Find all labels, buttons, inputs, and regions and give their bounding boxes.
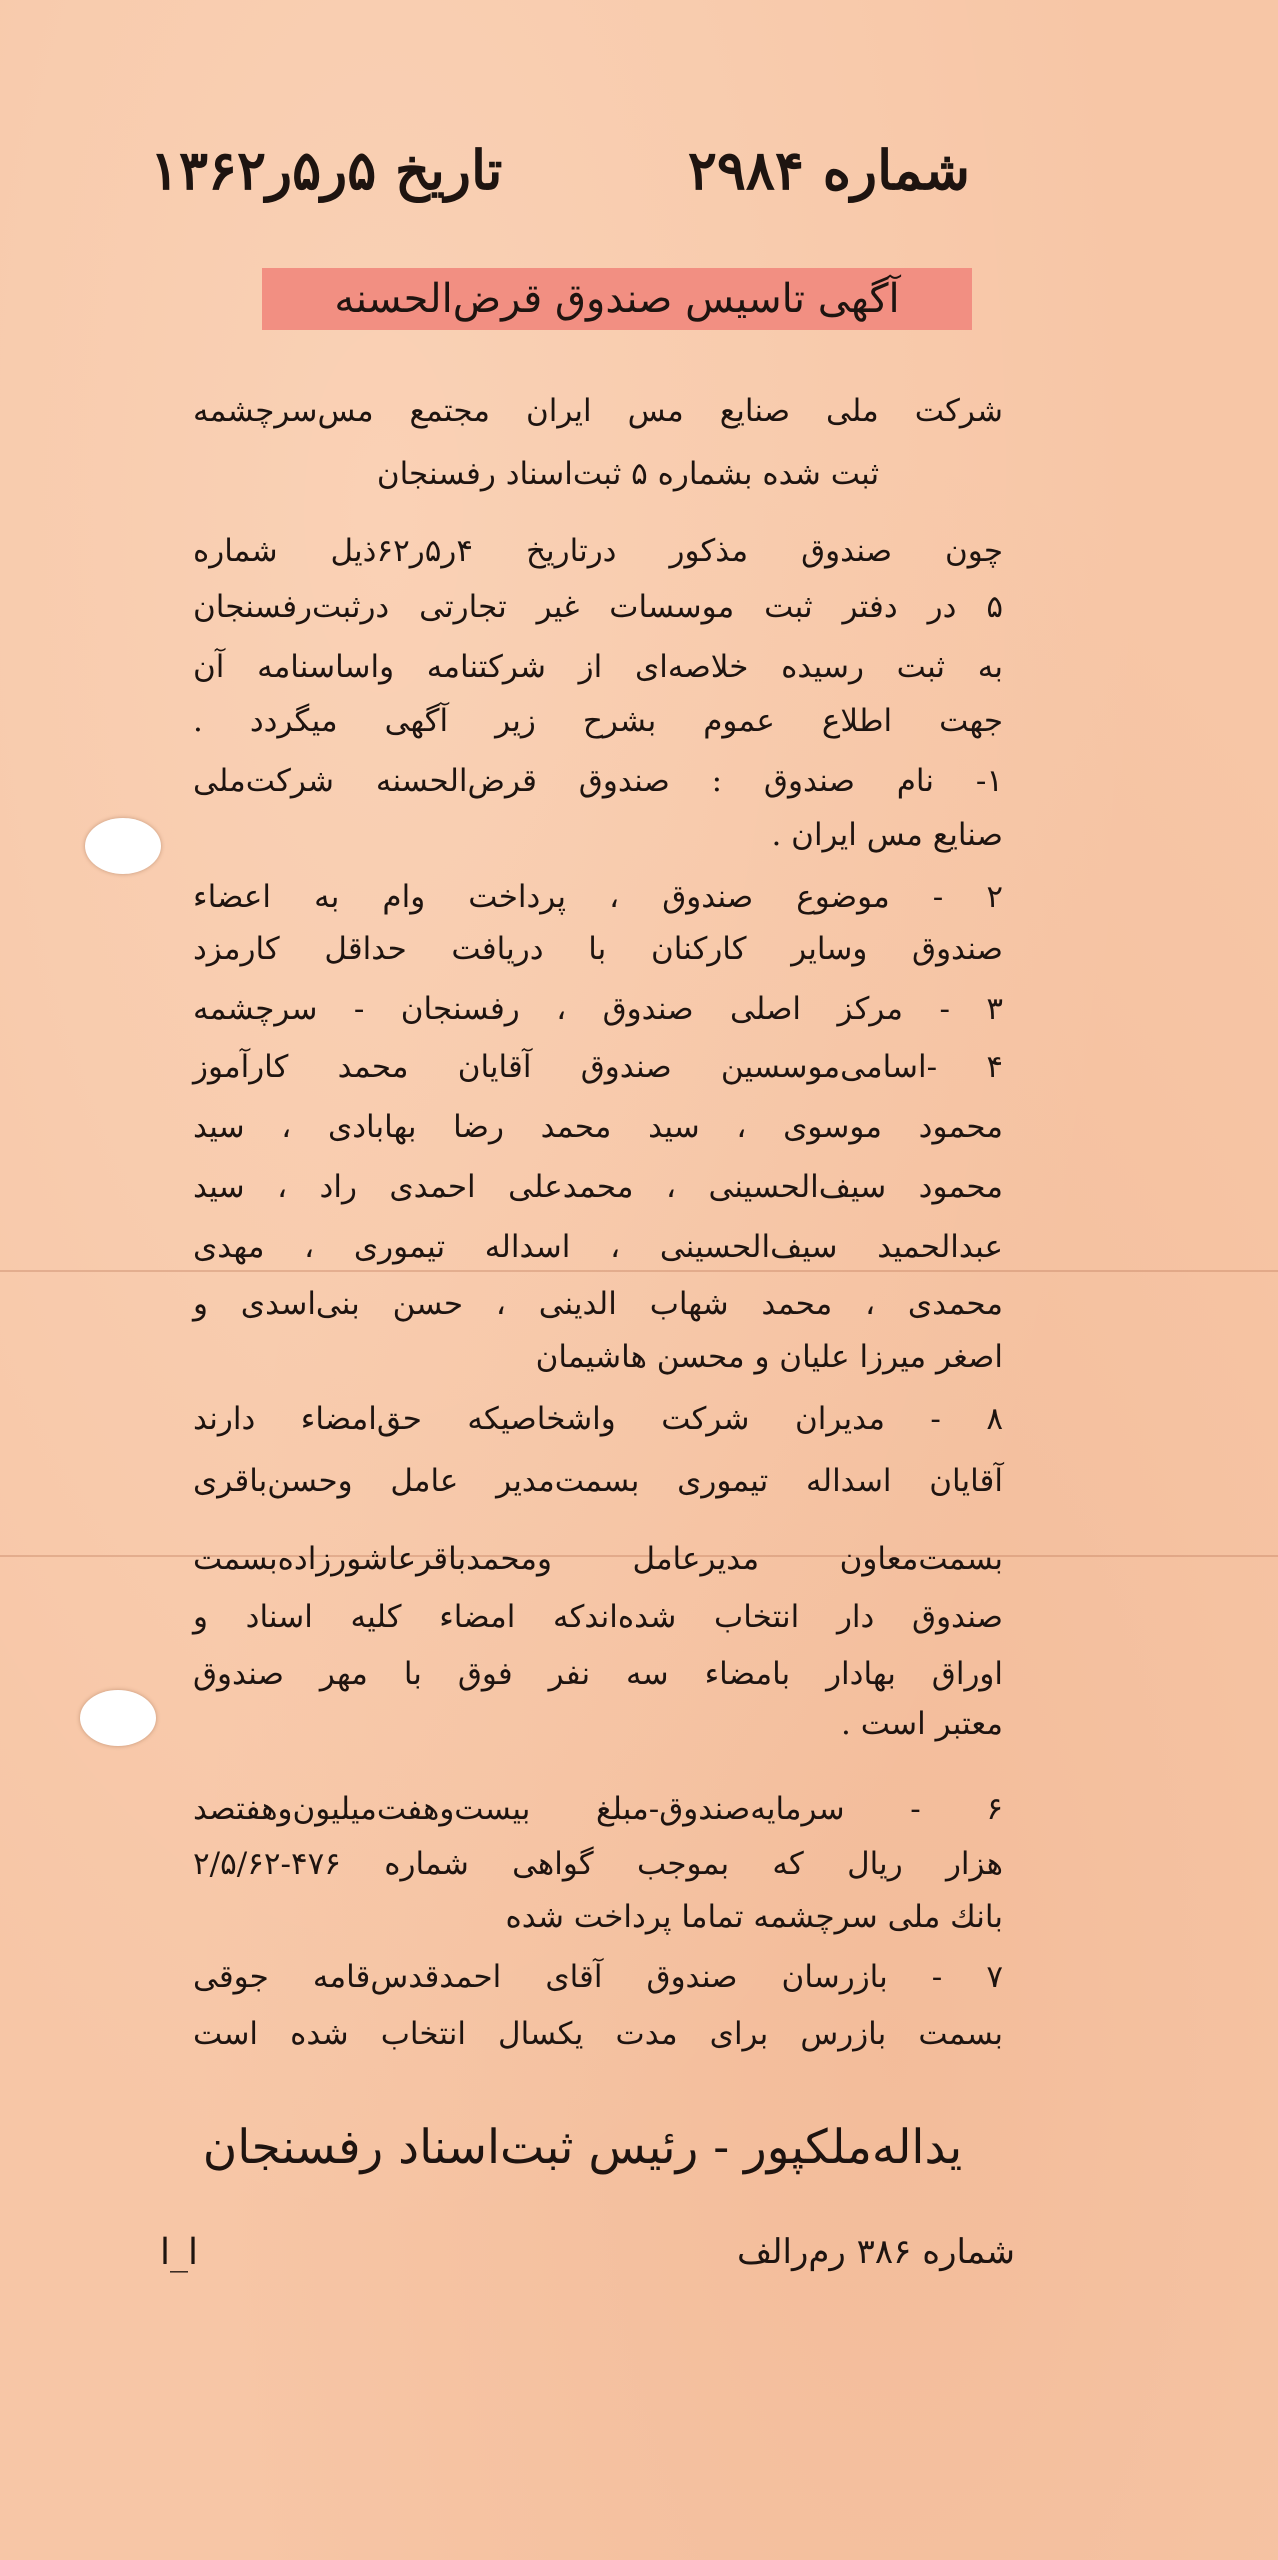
paragraph-line: چون صندوق مذکور درتاریخ ۴ر۵ر۶۲ذیل شماره <box>193 533 1003 569</box>
intro-line: شرکت ملی صنایع مس ایران مجتمع مس‌سرچشمه <box>193 393 1003 429</box>
item-line: هزار ریال که بموجب گواهی شماره ۴۷۶-۲/۵/۶۲ <box>193 1846 1003 1882</box>
item-line: محمود موسوی ، سید محمد رضا بهابادی ، سید <box>193 1109 1003 1145</box>
item-line: ۷ - بازرسان صندوق آقای احمدقدس‌قامه جوقی <box>193 1959 1003 1995</box>
paper-fold-line <box>0 1270 1278 1272</box>
item-line: عبدالحمید سیف‌الحسینی ، اسداله تیموری ، مهدی <box>193 1229 1003 1265</box>
item-line: صنایع مس ایران . <box>771 817 1003 853</box>
item-line: محمود سیف‌الحسینی ، محمدعلی احمدی راد ، سید <box>193 1169 1003 1205</box>
notice-date: تاریخ ۵ر۵ر۱۳۶۲ <box>150 138 503 202</box>
punch-hole-top <box>85 818 161 874</box>
intro-line: ثبت شده بشماره ۵ ثبت‌اسناد رفسنجان <box>376 456 880 492</box>
item-line: بانك ملی سرچشمه تماما پرداخت شده <box>505 1899 1003 1935</box>
notice-header <box>150 130 970 210</box>
item-line: ۸ - مدیران شرکت واشخاصیکه حق‌امضاء دارند <box>193 1401 1003 1437</box>
page-mark: ا_ا <box>160 2232 199 2273</box>
item-line: اصغر میرزا علیان و محسن هاشیمان <box>535 1339 1003 1375</box>
item-line: ۲ - موضوع صندوق ، پرداخت وام به اعضاء <box>193 879 1003 915</box>
registrar-signature: یداله‌ملکپور - رئیس ثبت‌اسناد رفسنجان <box>202 2120 963 2175</box>
item-line: ۱- نام صندوق : صندوق قرض‌الحسنه شرکت‌ملی <box>193 763 1003 799</box>
item-line: صندوق دار انتخاب شده‌اندکه امضاء کلیه اسناد و <box>193 1599 1003 1635</box>
reference-number: شماره ۳۸۶ رم‌رالف <box>736 2232 1015 2272</box>
notice-number: شماره ۲۹۸۴ <box>687 138 970 202</box>
item-line: ۶ - سرمایه‌صندوق-مبلغ بیست‌وهفت‌میلیون‌وهفتصد <box>193 1791 1003 1827</box>
punch-hole-bottom <box>80 1690 156 1746</box>
paragraph-line: به ثبت رسیده خلاصه‌ای از شرکتنامه واساسنامه آن <box>193 649 1003 685</box>
item-line: محمدی ، محمد شهاب الدینی ، حسن بنی‌اسدی و <box>193 1286 1003 1322</box>
item-line: صندوق وسایر کارکنان با دریافت حداقل کارمزد <box>193 931 1003 967</box>
item-line: اوراق بهادار بامضاء سه نفر فوق با مهر صندوق <box>193 1656 1003 1692</box>
item-line: معتبر است . <box>841 1706 1003 1742</box>
item-line: آقایان اسداله تیموری بسمت‌مدیر عامل وحسن‌باقری <box>193 1463 1003 1499</box>
item-line: بسمت بازرس برای مدت یکسال انتخاب شده است <box>193 2016 1003 2052</box>
item-line: ۴ -اسامی‌موسسین صندوق آقایان محمد کارآموز <box>193 1049 1003 1085</box>
item-line: بسمت‌معاون مدیرعامل ومحمدباقرعاشورزاده‌بسمت <box>193 1541 1003 1577</box>
notice-title <box>262 268 972 330</box>
item-line: ۳ - مرکز اصلی صندوق ، رفسنجان - سرچشمه <box>193 991 1003 1027</box>
paragraph-line: جهت اطلاع عموم بشرح زیر آگهی میگردد . <box>193 703 1003 739</box>
notice-title-text: آگهی تاسیس صندوق قرض‌الحسنه <box>334 276 900 322</box>
paragraph-line: ۵ در دفتر ثبت موسسات غیر تجارتی درثبت‌رفسنجان <box>193 589 1003 625</box>
